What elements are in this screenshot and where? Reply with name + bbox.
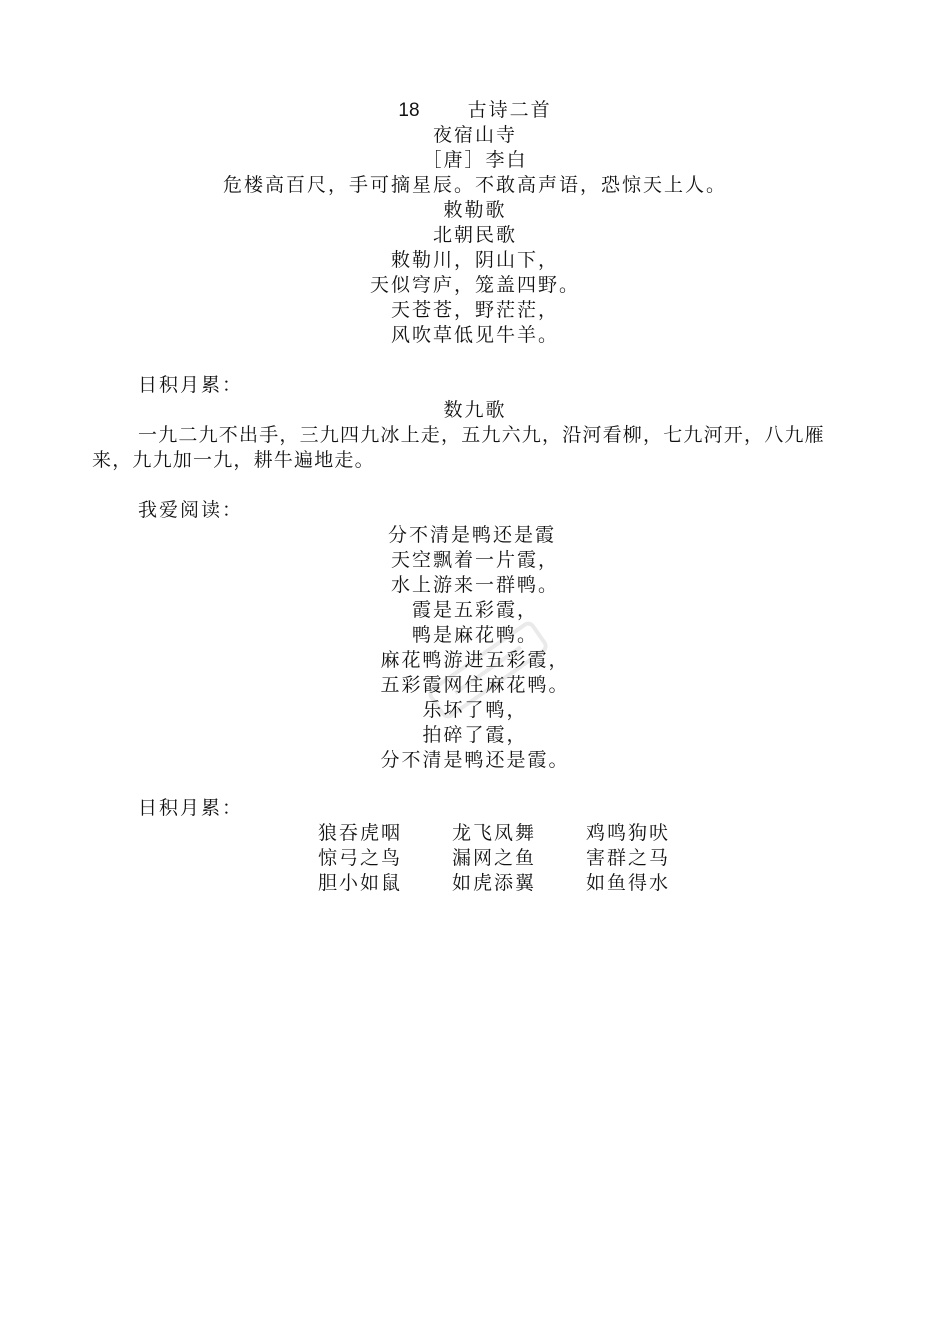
reading-line: 水上游来一群鸭。	[390, 574, 559, 596]
poem1-title: 夜宿山寺	[432, 124, 517, 146]
idiom: 漏网之鱼	[452, 847, 537, 869]
reading-line: 拍碎了霞，	[422, 724, 528, 746]
section3-heading: 日积月累：	[138, 797, 244, 819]
section2-heading: 我爱阅读：	[138, 499, 244, 521]
idiom: 如虎添翼	[452, 872, 537, 894]
idiom: 狼吞虎咽	[318, 822, 403, 844]
poem1-author: ［唐］李白	[422, 149, 528, 171]
reading-line: 乐坏了鸭，	[422, 699, 528, 721]
poem2-line: 天苍苍，野茫茫，	[390, 299, 559, 321]
reading-line: 霞是五彩霞，	[411, 599, 538, 621]
poem2-line: 风吹草低见牛羊。	[390, 324, 559, 346]
poem2-line: 天似穹庐，笼盖四野。	[369, 274, 580, 296]
reading-line: 鸭是麻花鸭。	[411, 624, 538, 646]
reading-line: 天空飘着一片霞，	[390, 549, 559, 571]
poem2-line: 敕勒川，阴山下，	[390, 249, 559, 271]
reading-line: 五彩霞网住麻花鸭。	[380, 674, 570, 696]
lesson-title: 古诗二首	[467, 99, 552, 121]
reading-line: 麻花鸭游进五彩霞，	[380, 649, 570, 671]
poem2-author: 北朝民歌	[432, 224, 517, 246]
idiom: 惊弓之鸟	[318, 847, 403, 869]
idiom: 鸡鸣狗吠	[586, 822, 671, 844]
poem2-title: 敕勒歌	[443, 199, 507, 221]
reading-line: 分不清是鸭还是霞。	[380, 749, 570, 771]
idiom: 胆小如鼠	[318, 872, 403, 894]
idiom: 如鱼得水	[586, 872, 671, 894]
section1-heading: 日积月累：	[138, 374, 244, 396]
idiom-grid	[318, 821, 738, 896]
song-title: 数九歌	[443, 399, 507, 421]
idiom: 害群之马	[586, 847, 671, 869]
poem1-body: 危楼高百尺，手可摘星辰。不敢高声语，恐惊天上人。	[222, 174, 727, 196]
lesson-number: 18	[398, 100, 420, 121]
lesson-header	[0, 98, 950, 123]
idiom: 龙飞凤舞	[452, 822, 537, 844]
reading-title: 分不清是鸭还是霞	[388, 524, 557, 546]
song-text: 一九二九不出手，三九四九冰上走，五九六九，沿河看柳，七九河开，八九雁来，九九加一九，耕牛遍地走。	[92, 424, 825, 471]
